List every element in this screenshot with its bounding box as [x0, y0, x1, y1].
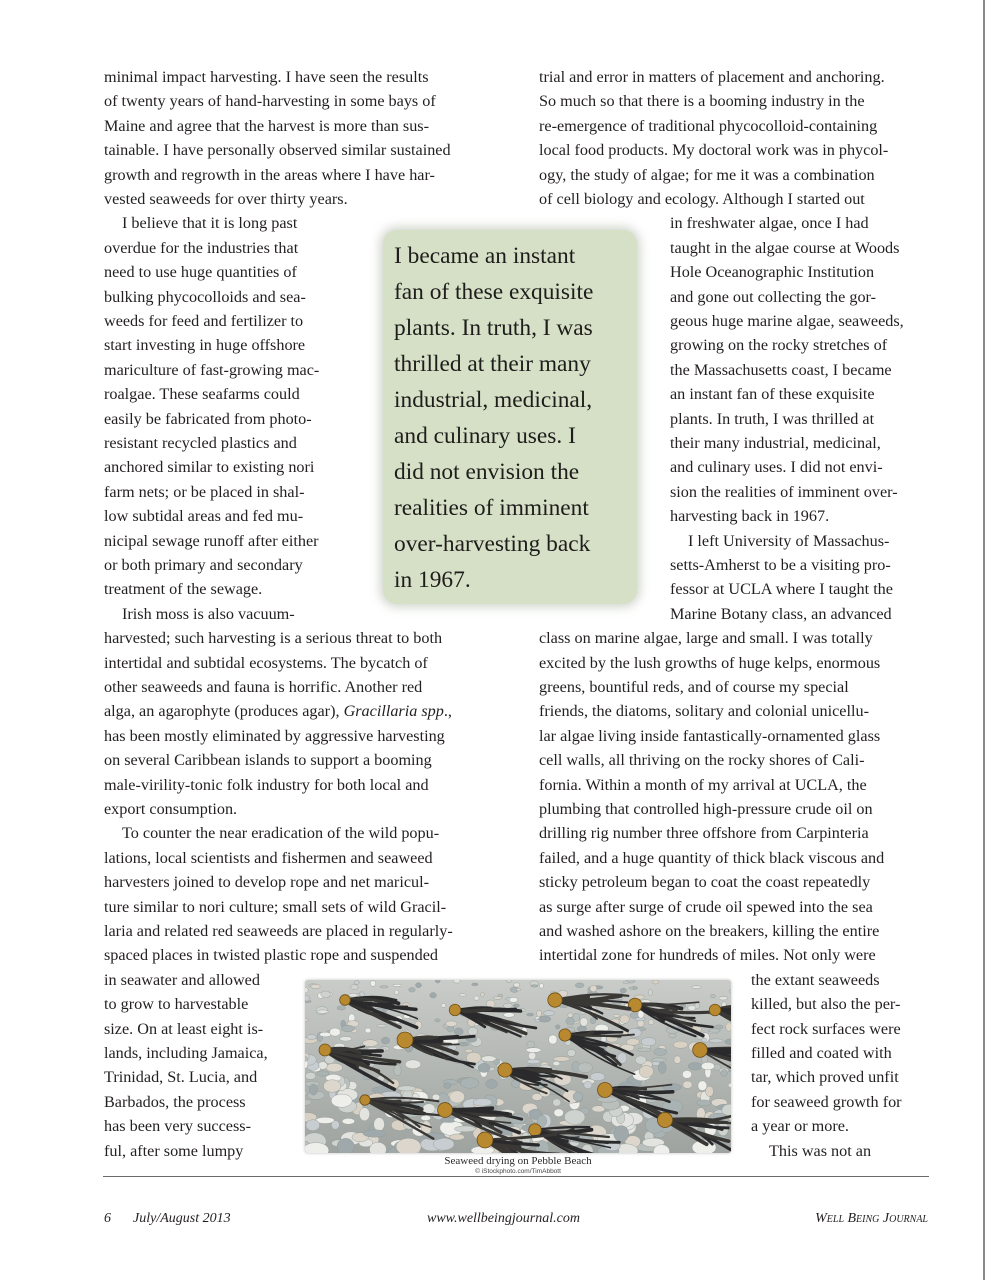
pull-quote-line: fan of these exquisite — [394, 279, 594, 305]
text-line: harvesters joined to develop rope and net maricul- — [104, 873, 429, 892]
pull-quote-line: I became an instant — [394, 243, 576, 269]
text-line: local food products. My doctoral work was in phycol- — [539, 141, 889, 160]
text-line: need to use huge quantities of — [104, 263, 297, 282]
text-line: Trinidad, St. Lucia, and — [104, 1068, 258, 1087]
text-span: alga, an agarophyte (produces agar), — [104, 702, 344, 721]
text-span: ., — [443, 702, 452, 721]
text-line: has been very success- — [104, 1117, 251, 1136]
text-line: and washed ashore on the breakers, killing the entire — [539, 922, 880, 940]
text-line: laria and related red seaweeds are placed in regularly- — [104, 922, 453, 940]
text-line: weeds for feed and fertilizer to — [104, 312, 304, 330]
text-line: friends, the diatoms, solitary and colonial unicellu- — [539, 702, 869, 721]
text-line: growth and regrowth in the areas where I have har- — [104, 165, 435, 184]
text-line: a year or more. — [751, 1117, 849, 1136]
text-line: mariculture of fast-growing mac- — [104, 360, 320, 379]
pull-quote-line: plants. In truth, I was — [394, 315, 593, 341]
text-line: cell walls, all thriving on the rocky shores of Cali- — [539, 751, 865, 770]
text-line: filled and coated with — [751, 1044, 892, 1062]
text-line: on several Caribbean islands to support a booming — [104, 751, 432, 770]
text-line: easily be fabricated from photo- — [104, 409, 312, 428]
text-line: ful, after some lumpy — [104, 1141, 244, 1160]
text-line: greens, bountiful reds, and of course my special — [539, 678, 849, 696]
footer-page-number: 6 — [104, 1211, 111, 1226]
text-line: the Massachusetts coast, I became — [670, 360, 892, 379]
text-line-gracilaria — [104, 699, 452, 723]
text-line: bulking phycocolloids and sea- — [104, 287, 306, 306]
text-line: re-emergence of traditional phycocolloid-containing — [539, 116, 878, 135]
text-line: lands, including Jamaica, — [104, 1044, 268, 1062]
pull-quote-line: over-harvesting back — [394, 531, 591, 557]
text-line: nicipal sewage runoff after either — [104, 531, 319, 550]
text-line: vested seaweeds for over thirty years. — [104, 190, 348, 208]
pull-quote-line: thrilled at their many — [394, 351, 591, 377]
pull-quote-box — [383, 230, 637, 604]
pull-quote-line: in 1967. — [394, 567, 471, 593]
text-line: ture similar to nori culture; small sets of wild Gracil- — [104, 897, 447, 916]
text-line: and culinary uses. I did not envi- — [670, 458, 883, 477]
text-line: size. On at least eight is- — [104, 1019, 264, 1038]
text-line: for seaweed growth for — [751, 1092, 902, 1111]
text-line: to grow to harvestable — [104, 995, 249, 1014]
text-line: To counter the near eradication of the wild popu- — [122, 824, 440, 843]
text-line: lar algae living inside fantastically-ornamented glass — [539, 726, 881, 745]
text-line: Maine and agree that the harvest is more than sus- — [104, 116, 429, 135]
text-line: intertidal and subtidal ecosystems. The bycatch of — [104, 653, 428, 672]
text-line: and gone out collecting the gor- — [670, 287, 877, 306]
text-line: their many industrial, medicinal, — [670, 434, 881, 452]
text-line: of cell biology and ecology. Although I started out — [539, 190, 865, 208]
pull-quote-line: realities of imminent — [394, 495, 589, 521]
text-line: fect rock surfaces were — [751, 1019, 901, 1038]
text-line: failed, and a huge quantity of thick black viscous and — [539, 848, 885, 867]
text-line: in seawater and allowed — [104, 970, 260, 989]
text-line: tainable. I have personally observed similar sustained — [104, 141, 451, 160]
photo-caption: Seaweed drying on Pebble Beach — [444, 1155, 592, 1167]
text-line: intertidal zone for hundreds of miles. Not only were — [539, 946, 876, 965]
text-line: farm nets; or be placed in shal- — [104, 482, 305, 501]
text-line: tar, which proved unfit — [751, 1068, 899, 1087]
text-line: Hole Oceanographic Institution — [670, 263, 875, 282]
text-line: male-virility-tonic folk industry for both local and — [104, 775, 429, 794]
text-line: plumbing that controlled high-pressure crude oil on — [539, 800, 873, 818]
text-line: harvested; such harvesting is a serious threat to both — [104, 629, 443, 648]
text-line: Barbados, the process — [104, 1092, 246, 1111]
text-line: This was not an — [769, 1141, 872, 1160]
text-line: roalgae. These seafarms could — [104, 385, 300, 404]
species-name-italic: Gracillaria spp — [343, 702, 444, 721]
text-line: anchored similar to existing nori — [104, 458, 315, 477]
text-line: as surge after surge of crude oil spewed into the sea — [539, 897, 873, 916]
text-line: resistant recycled plastics and — [104, 434, 297, 452]
text-line: an instant fan of these exquisite — [670, 385, 875, 404]
text-line: overdue for the industries that — [104, 238, 299, 257]
text-line: other seaweeds and fauna is horrific. Another red — [104, 678, 423, 696]
text-line: drilling rig number three offshore from Carpinteria — [539, 824, 869, 843]
footer-rule — [103, 1176, 929, 1177]
text-line: the extant seaweeds — [751, 970, 880, 989]
photo-credit: © iStockphoto.com/TimAbbott — [475, 1168, 561, 1175]
text-line: fessor at UCLA where I taught the — [670, 580, 893, 599]
text-line: excited by the lush growths of huge kelps, enormous — [539, 653, 881, 672]
text-line: Marine Botany class, an advanced — [670, 604, 892, 623]
text-line: I believe that it is long past — [122, 214, 298, 233]
text-line: fornia. Within a month of my arrival at UCLA, the — [539, 775, 867, 794]
text-line: I left University of Massachus- — [688, 531, 890, 550]
text-line: has been mostly eliminated by aggressive harvesting — [104, 726, 445, 745]
text-line: harvesting back in 1967. — [670, 507, 830, 526]
text-line: killed, but also the per- — [751, 995, 901, 1014]
pull-quote-line: industrial, medicinal, — [394, 387, 593, 413]
text-line: sticky petroleum began to coat the coast repeatedly — [539, 873, 871, 892]
text-line: spaced places in twisted plastic rope and suspended — [104, 946, 438, 965]
text-line: setts-Amherst to be a visiting pro- — [670, 556, 891, 574]
text-line: ogy, the study of algae; for me it was a combination — [539, 165, 875, 184]
pull-quote-line: did not envision the — [394, 459, 580, 485]
footer-publication-name: Well Being Journal — [815, 1211, 928, 1226]
text-line: of twenty years of hand-harvesting in some bays of — [104, 92, 436, 111]
text-line: lations, local scientists and fishermen and seaweed — [104, 848, 433, 867]
text-line: minimal impact harvesting. I have seen the results — [104, 68, 429, 86]
text-line: class on marine algae, large and small. I was totally — [539, 629, 873, 648]
text-line: treatment of the sewage. — [104, 580, 263, 599]
text-line: export consumption. — [104, 800, 238, 818]
text-line: or both primary and secondary — [104, 556, 303, 574]
text-line: low subtidal areas and fed mu- — [104, 507, 304, 526]
text-line: start investing in huge offshore — [104, 336, 306, 355]
text-line: So much so that there is a booming industry in the — [539, 92, 865, 111]
text-line: geous huge marine algae, seaweeds, — [670, 312, 904, 330]
text-line: taught in the algae course at Woods — [670, 238, 900, 257]
text-line: in freshwater algae, once I had — [670, 214, 869, 233]
text-line: sion the realities of imminent over- — [670, 482, 898, 501]
text-line: plants. In truth, I was thrilled at — [670, 409, 875, 428]
footer-issue-date: July/August 2013 — [133, 1211, 231, 1226]
pull-quote-line: and culinary uses. I — [394, 423, 576, 449]
footer-url[interactable]: www.wellbeingjournal.com — [427, 1211, 580, 1226]
text-line: trial and error in matters of placement and anchoring. — [539, 68, 885, 86]
text-line: Irish moss is also vacuum- — [122, 604, 295, 623]
seaweed-beach-photo — [305, 980, 731, 1153]
text-line: growing on the rocky stretches of — [670, 336, 888, 355]
